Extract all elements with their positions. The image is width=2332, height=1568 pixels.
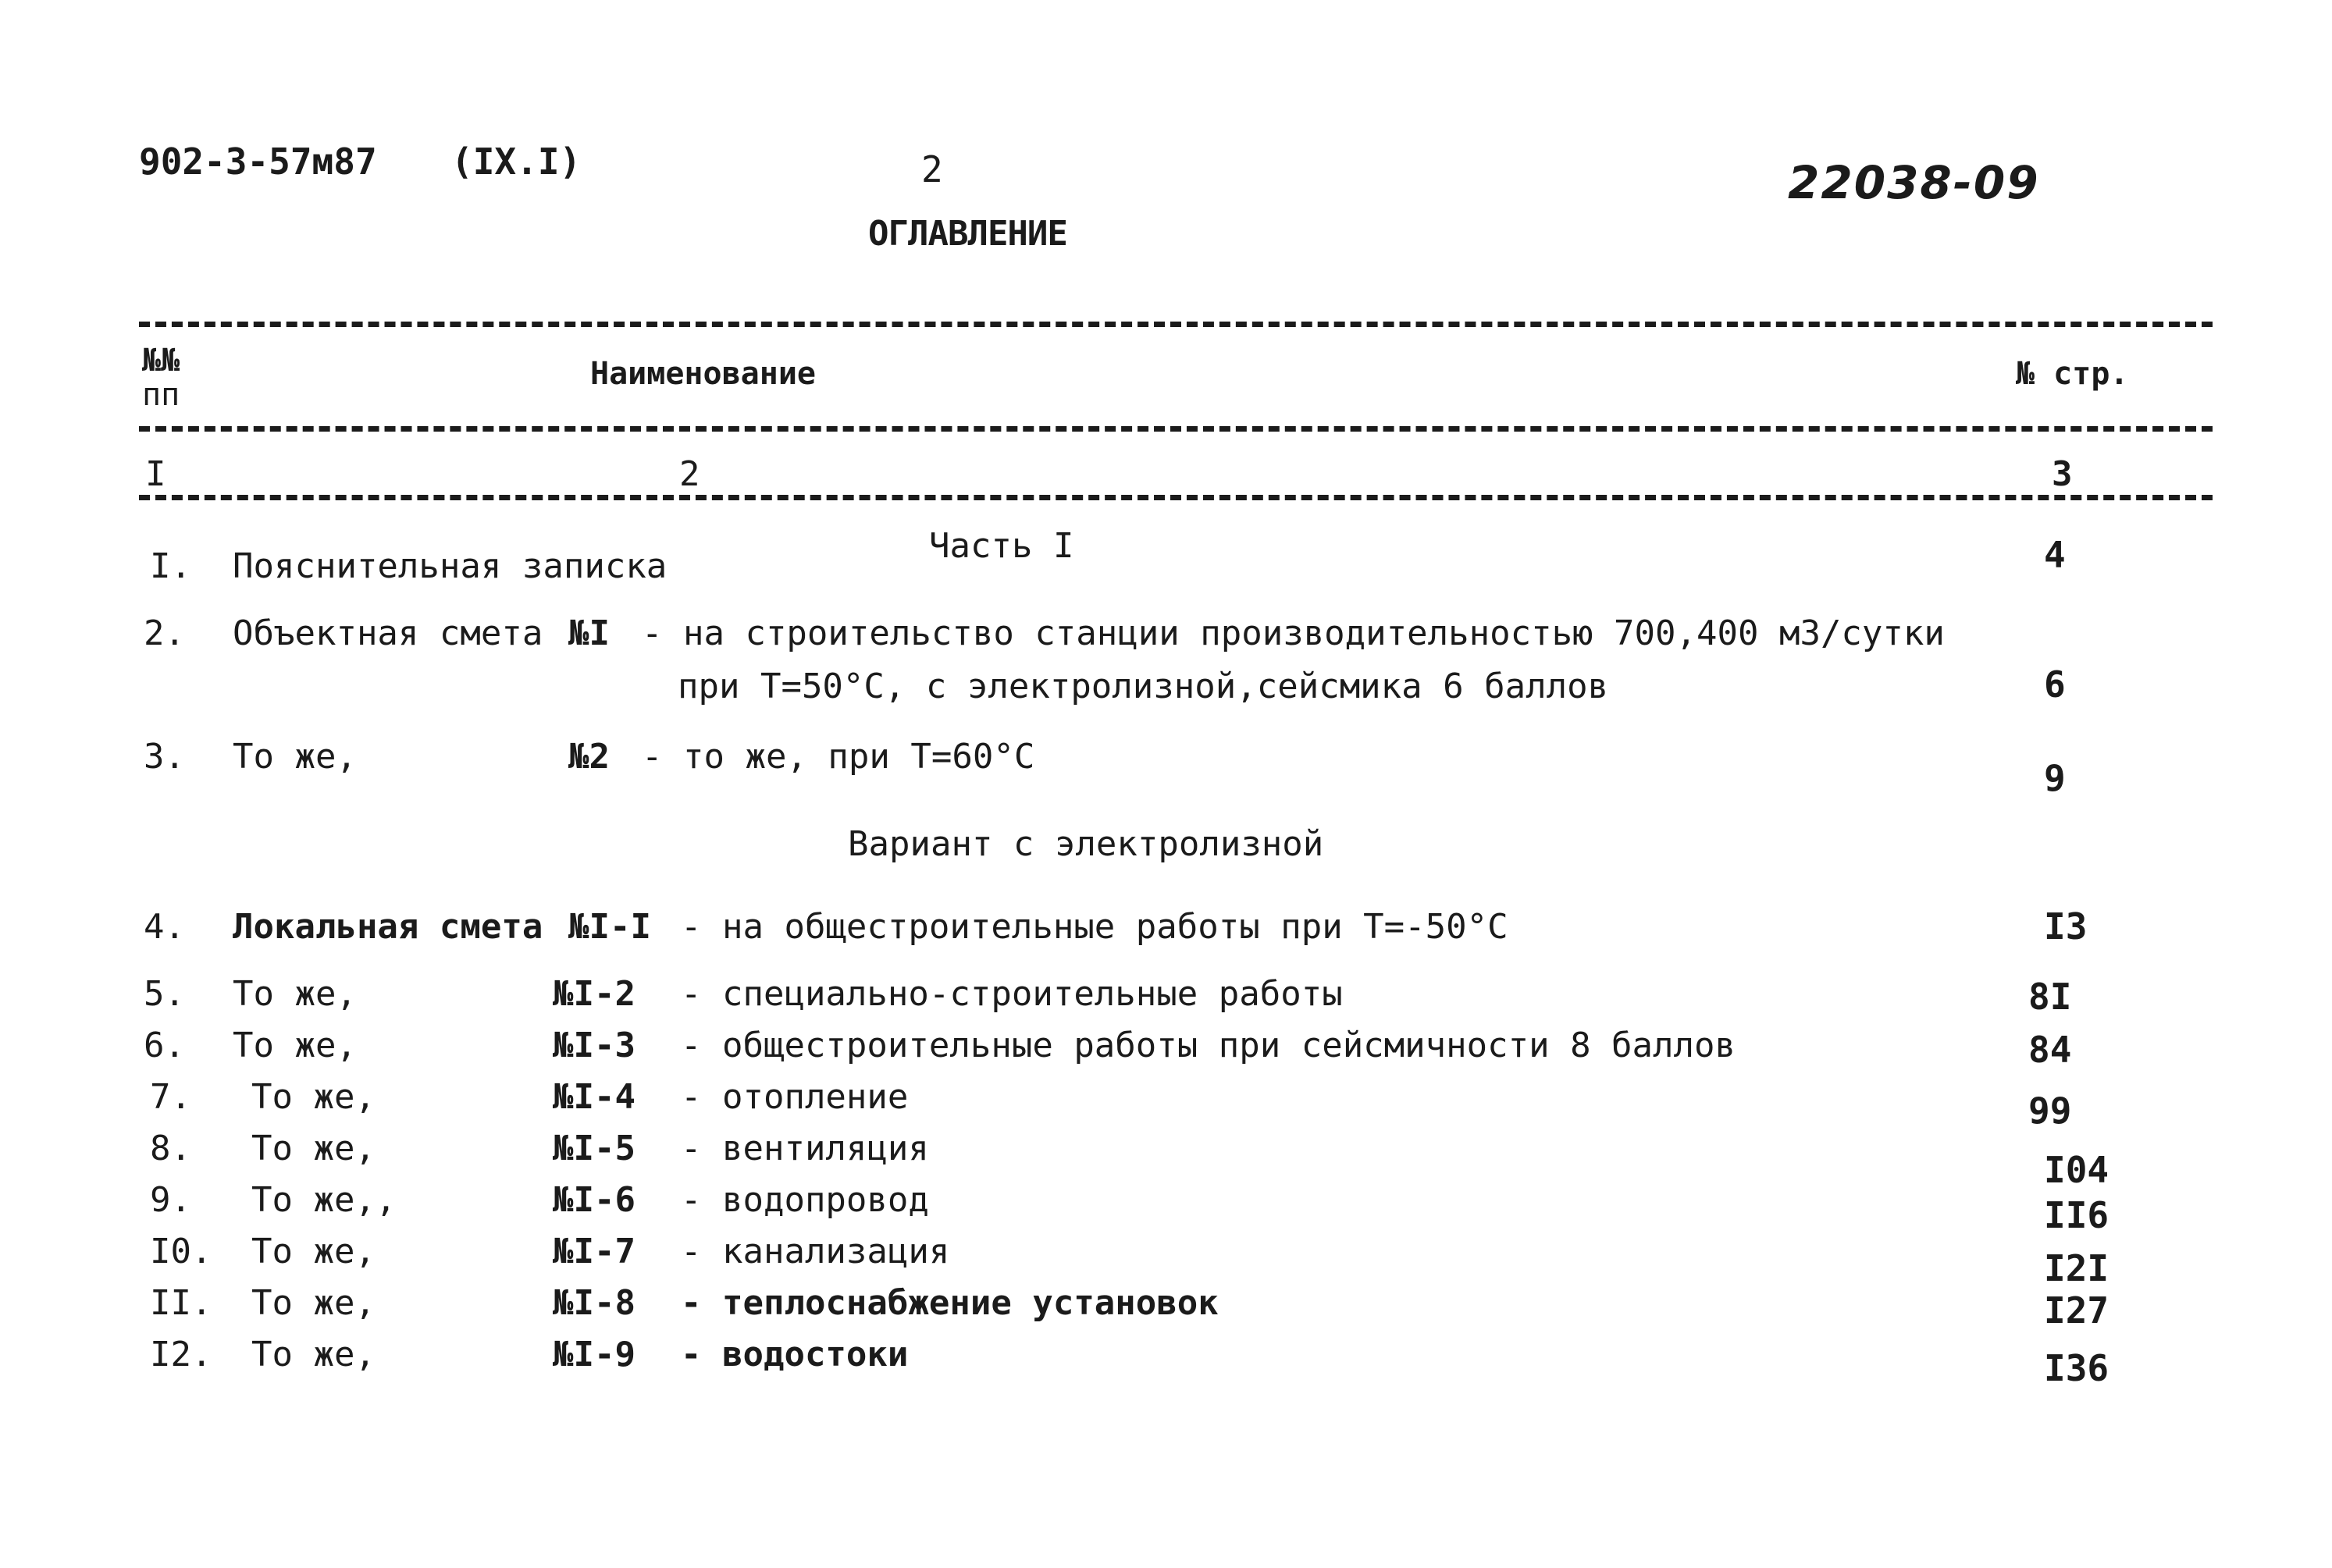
row-page: I3: [2044, 905, 2088, 948]
row-name: То же,: [233, 1026, 357, 1065]
column-index-3: 3: [2052, 454, 2073, 494]
row-page: 6: [2044, 663, 2066, 706]
row-estimate: №I: [568, 613, 610, 653]
page-number: 2: [921, 148, 943, 190]
row-name: То же,: [251, 1335, 376, 1374]
row-page: I36: [2044, 1347, 2109, 1389]
column-page-header: № стр.: [2016, 356, 2129, 392]
row-page: I27: [2044, 1289, 2109, 1332]
column-name-header: Наименование: [590, 356, 816, 392]
row-estimate: №2: [568, 737, 610, 777]
row-page: II6: [2044, 1194, 2109, 1236]
column-number-label-2: пп: [142, 377, 180, 413]
row-number: 3.: [144, 737, 185, 777]
section-part-1: Часть I: [929, 526, 1074, 566]
row-page: 9: [2044, 757, 2066, 799]
row-page: 84: [2028, 1029, 2072, 1071]
row-description: - специально-строительные работы: [681, 974, 1343, 1014]
table-header-rule: [139, 426, 2213, 432]
table-index-rule: [139, 495, 2213, 500]
row-name: То же,: [233, 974, 357, 1014]
row-number: 5.: [144, 974, 185, 1014]
row-number: I.: [150, 546, 191, 586]
row-number: I2.: [150, 1335, 212, 1374]
row-number: 4.: [144, 907, 185, 947]
row-description: - на строительство станции производительностью 700,400 м3/сутки: [642, 613, 1945, 653]
row-number: 7.: [150, 1077, 191, 1117]
row-description: - теплоснабжение установок: [681, 1283, 1219, 1323]
row-description: - канализация: [681, 1232, 950, 1271]
row-page: I2I: [2044, 1247, 2109, 1289]
row-estimate: №I-6: [553, 1180, 636, 1220]
row-description: - на общестроительные работы при Т=-50°С: [681, 907, 1508, 947]
row-page: I04: [2044, 1149, 2109, 1191]
row-description: - то же, при Т=60°С: [642, 737, 1035, 777]
row-number: 8.: [150, 1129, 191, 1168]
row-description: - водопровод: [681, 1180, 929, 1220]
column-number-header: [142, 343, 180, 412]
row-name: То же,,: [251, 1180, 397, 1220]
part-code: (IX.I): [451, 140, 582, 183]
row-number: 9.: [150, 1180, 191, 1220]
column-number-label-1: №№: [142, 343, 180, 379]
row-number: I0.: [150, 1232, 212, 1271]
row-estimate: №I-7: [553, 1232, 636, 1271]
row-description-line-2: при Т=50°С, с электролизной,сейсмика 6 баллов: [678, 667, 1609, 706]
row-description: - вентиляция: [681, 1129, 929, 1168]
row-estimate: №I-9: [553, 1335, 636, 1374]
row-number: II.: [150, 1283, 212, 1323]
page-title: ОГЛАВЛЕНИЕ: [868, 214, 1067, 254]
row-name: Пояснительная записка: [233, 546, 668, 586]
row-name: Локальная смета: [233, 907, 543, 947]
row-name: То же,: [251, 1283, 376, 1323]
row-name: То же,: [233, 737, 357, 777]
row-description: - отопление: [681, 1077, 909, 1117]
row-name: То же,: [251, 1077, 376, 1117]
row-estimate: №I-4: [553, 1077, 636, 1117]
row-page: 4: [2044, 534, 2066, 576]
handwritten-number: 22038-09: [1788, 156, 2040, 209]
row-name: Объектная смета: [233, 613, 543, 653]
document-code: [139, 140, 581, 183]
row-description: - водостоки: [681, 1335, 909, 1374]
document-code-number: 902-3-57м87: [139, 140, 377, 183]
row-estimate: №I-3: [553, 1026, 636, 1065]
row-estimate: №I-5: [553, 1129, 636, 1168]
row-estimate: №I-I: [568, 907, 651, 947]
row-page: 99: [2028, 1090, 2072, 1132]
row-description: - общестроительные работы при сейсмичности 8 баллов: [681, 1026, 1736, 1065]
row-name: То же,: [251, 1232, 376, 1271]
row-name: То же,: [251, 1129, 376, 1168]
section-variant: Вариант с электролизной: [848, 824, 1324, 864]
row-page: 8I: [2028, 976, 2072, 1018]
row-estimate: №I-8: [553, 1283, 636, 1323]
column-index-2: 2: [679, 454, 700, 494]
row-number: 2.: [144, 613, 185, 653]
row-estimate: №I-2: [553, 974, 636, 1014]
row-number: 6.: [144, 1026, 185, 1065]
column-index-1: I: [145, 454, 166, 494]
table-top-rule: [139, 322, 2213, 327]
